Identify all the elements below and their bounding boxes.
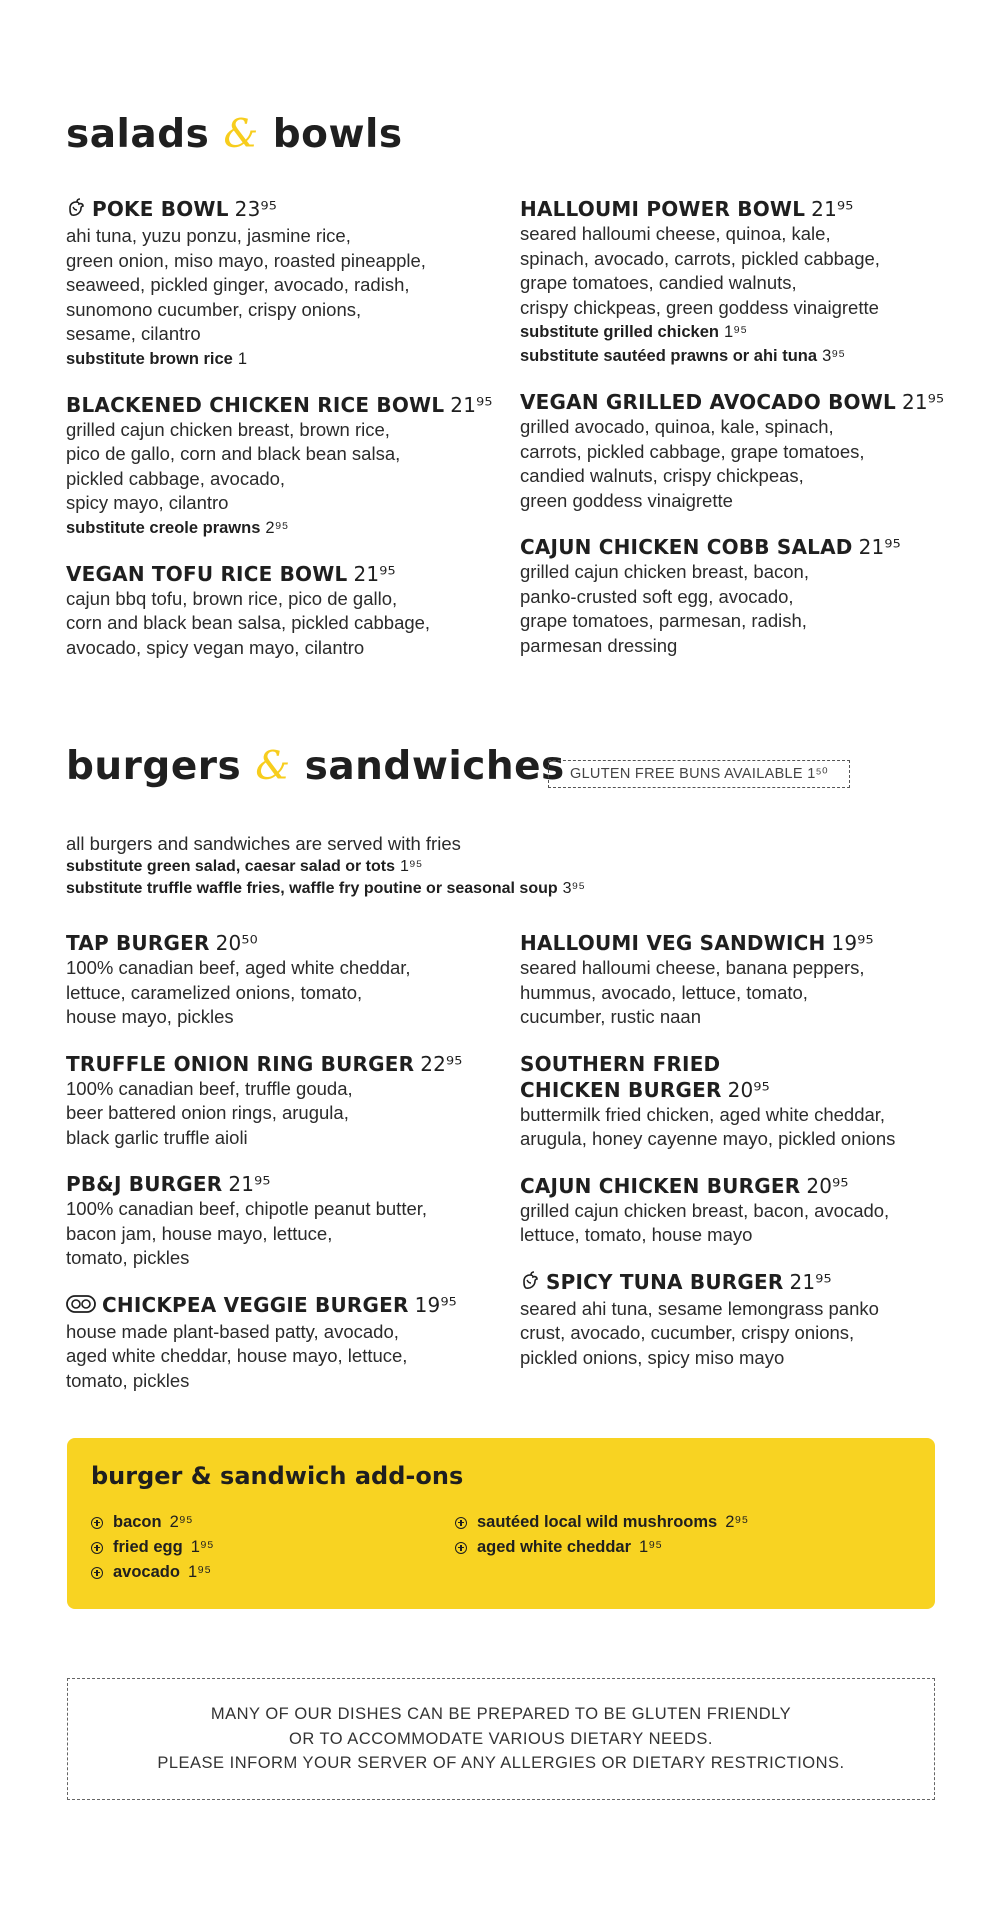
addon-item	[455, 1510, 748, 1535]
menu-item	[520, 1173, 950, 1248]
item-name	[520, 1173, 950, 1199]
substitution	[66, 347, 506, 371]
substitution-label: substitute brown rice	[66, 349, 233, 368]
item-description-line: candied walnuts, crispy chickpeas,	[520, 465, 804, 486]
item-description-line: spinach, avocado, carrots, pickled cabbage,	[520, 247, 880, 269]
item-name-text: CAJUN CHICKEN BURGER	[520, 1173, 801, 1198]
addon-price: 2⁹⁵	[169, 1513, 193, 1531]
item-name	[66, 930, 506, 956]
substitution-price: 1⁹⁵	[400, 858, 423, 875]
menu-item	[520, 196, 950, 368]
item-description-line: bacon jam, house mayo, lettuce,	[66, 1222, 333, 1244]
salads-left-column	[66, 196, 506, 681]
addons-title: burger & sandwich add-ons	[91, 1462, 464, 1490]
substitution-label: substitute creole prawns	[66, 518, 261, 537]
item-price: 20⁹⁵	[806, 1173, 849, 1198]
title-word-bowls: bowls	[272, 112, 403, 157]
item-description-line: house mayo, pickles	[66, 1006, 234, 1027]
item-price: 20⁵⁰	[215, 931, 258, 955]
item-description-line: beer battered onion rings, arugula,	[66, 1102, 349, 1123]
menu-item	[66, 561, 506, 661]
item-description-line: pickled cabbage, avocado,	[66, 467, 286, 489]
item-name	[66, 1171, 506, 1197]
substitution-price: 1⁹⁵	[723, 323, 748, 341]
title-word-sandwiches: sandwiches	[304, 744, 565, 789]
substitution	[520, 344, 950, 368]
item-price: 21⁹⁵	[858, 535, 901, 559]
plus-circle-icon	[91, 1567, 103, 1579]
addon-price: 1⁹⁵	[639, 1538, 663, 1556]
menu-item	[66, 1051, 506, 1151]
addon-label: aged white cheddar	[477, 1538, 632, 1556]
item-description-line: grape tomatoes, parmesan, radish,	[520, 610, 807, 631]
item-description-line: 100% canadian beef, chipotle peanut butter,	[66, 1198, 428, 1219]
menu-item	[520, 930, 950, 1030]
item-name	[520, 1051, 950, 1103]
item-name-text: PB&J BURGER	[66, 1172, 223, 1196]
item-price: 23⁹⁵	[234, 197, 277, 221]
item-description-line: pickled onions, spicy miso mayo	[520, 1346, 785, 1368]
item-description-line: lettuce, caramelized onions, tomato,	[66, 981, 363, 1003]
dietary-notice	[67, 1678, 935, 1800]
substitution-label: substitute green salad, caesar salad or tots	[66, 858, 396, 875]
item-name	[66, 561, 506, 587]
menu-item	[66, 196, 506, 371]
item-description-line: grilled cajun chicken breast, brown rice,	[66, 418, 390, 440]
substitution	[66, 516, 506, 540]
item-description-line: cajun bbq tofu, brown rice, pico de gallo,	[66, 587, 398, 609]
item-price: 21⁹⁵	[450, 392, 493, 417]
notice-line: PLEASE INFORM YOUR SERVER OF ANY ALLERGIES OR DIETARY RESTRICTIONS.	[157, 1754, 845, 1773]
item-name-text: VEGAN TOFU RICE BOWL	[66, 561, 348, 586]
title-word-salads: salads	[66, 112, 210, 157]
substitution-price: 1	[237, 349, 248, 368]
burgers-sandwiches-title	[66, 744, 565, 789]
item-name	[66, 1292, 506, 1320]
item-price: 21⁹⁵	[901, 390, 945, 414]
intro-substitutions	[66, 856, 886, 900]
addon-label: fried egg	[113, 1538, 183, 1556]
item-description-line: ahi tuna, yuzu ponzu, jasmine rice,	[66, 225, 351, 246]
item-description-line: crust, avocado, cucumber, crispy onions,	[520, 1322, 855, 1343]
item-name	[66, 1051, 506, 1077]
substitution-label: substitute grilled chicken	[520, 323, 719, 341]
item-description-line: 100% canadian beef, aged white cheddar,	[66, 957, 411, 978]
menu-item	[66, 392, 506, 540]
item-name-text: CHICKPEA VEGGIE BURGER	[102, 1292, 409, 1317]
addon-item	[91, 1560, 214, 1585]
salads-bowls-title	[66, 112, 403, 157]
item-price: 21⁹⁵	[789, 1269, 832, 1294]
item-price: 21⁹⁵	[811, 197, 854, 221]
item-name	[520, 1269, 950, 1297]
addon-label: avocado	[113, 1563, 180, 1581]
item-description-line: 100% canadian beef, truffle gouda,	[66, 1077, 353, 1099]
item-description-line: sesame, cilantro	[66, 323, 201, 344]
ampersand: &	[223, 112, 259, 157]
item-description-line: grilled avocado, quinoa, kale, spinach,	[520, 416, 834, 437]
notice-line: MANY OF OUR DISHES CAN BE PREPARED TO BE GLUTEN FRIENDLY	[210, 1705, 792, 1724]
substitution	[520, 320, 950, 344]
item-price: 22⁹⁵	[420, 1051, 463, 1076]
item-description-line: seared halloumi cheese, quinoa, kale,	[520, 223, 831, 244]
addon-label: bacon	[113, 1513, 162, 1531]
item-description-line: crispy chickpeas, green goddess vinaigrette	[520, 296, 879, 318]
item-name-text: POKE BOWL	[92, 197, 229, 221]
substitution-price: 3⁹⁵	[562, 880, 586, 897]
item-name-line: CHICKEN BURGER	[520, 1077, 722, 1102]
item-description-line: aged white cheddar, house mayo, lettuce,	[66, 1345, 408, 1366]
item-description-line: grilled cajun chicken breast, bacon, avocado,	[520, 1199, 890, 1221]
item-name-text: TRUFFLE ONION RING BURGER	[66, 1051, 415, 1076]
notice-line: OR TO ACCOMMODATE VARIOUS DIETARY NEEDS.	[288, 1729, 714, 1748]
item-description-line: buttermilk fried chicken, aged white cheddar,	[520, 1103, 886, 1125]
item-name	[520, 534, 950, 560]
item-name-text: VEGAN GRILLED AVOCADO BOWL	[520, 390, 896, 414]
gluten-free-buns-badge: GLUTEN FREE BUNS AVAILABLE 1⁵⁰	[548, 760, 850, 788]
item-name-text: SPICY TUNA BURGER	[546, 1269, 784, 1294]
addons-panel	[67, 1438, 935, 1609]
ampersand: &	[255, 744, 291, 789]
burgers-left-column	[66, 930, 506, 1414]
item-description-line: seared ahi tuna, sesame lemongrass panko	[520, 1297, 879, 1319]
substitution	[66, 856, 886, 878]
item-name	[66, 392, 506, 418]
menu-item	[66, 930, 506, 1030]
item-description-line: carrots, pickled cabbage, grape tomatoes,	[520, 440, 865, 462]
item-description-line: lettuce, tomato, house mayo	[520, 1224, 753, 1245]
menu-item	[520, 389, 950, 513]
item-name	[520, 389, 950, 415]
addon-price: 1⁹⁵	[187, 1563, 212, 1581]
item-name-text: HALLOUMI VEG SANDWICH	[520, 931, 826, 955]
substitution-price: 2⁹⁵	[265, 518, 289, 537]
item-description-line: corn and black bean salsa, pickled cabbage,	[66, 612, 431, 633]
item-name-text: CAJUN CHICKEN COBB SALAD	[520, 535, 853, 559]
item-description-line: tomato, pickles	[66, 1247, 190, 1268]
item-description-line: tomato, pickles	[66, 1369, 190, 1391]
addon-price: 1⁹⁵	[190, 1538, 214, 1556]
item-price: 21⁹⁵	[228, 1172, 271, 1196]
item-name	[520, 930, 950, 956]
item-description-line: sunomono cucumber, crispy onions,	[66, 298, 362, 320]
item-price: 21⁹⁵	[353, 561, 396, 586]
substitution-price: 3⁹⁵	[822, 347, 846, 365]
plus-circle-icon	[455, 1542, 467, 1554]
item-name-text: BLACKENED CHICKEN RICE BOWL	[66, 392, 445, 417]
item-name-text: TAP BURGER	[66, 931, 210, 955]
burgers-intro	[66, 832, 886, 900]
addons-right-list	[455, 1510, 748, 1560]
item-name	[66, 196, 506, 224]
plus-circle-icon	[455, 1517, 467, 1529]
item-description-line: seaweed, pickled ginger, avocado, radish,	[66, 274, 410, 295]
addon-price: 2⁹⁵	[725, 1513, 749, 1531]
item-description-line: panko-crusted soft egg, avocado,	[520, 585, 794, 607]
item-name	[520, 196, 950, 222]
chili-icon	[520, 1271, 540, 1297]
addon-label: sautéed local wild mushrooms	[477, 1513, 718, 1531]
item-name-line: SOUTHERN FRIED	[520, 1051, 721, 1076]
addon-item	[91, 1535, 214, 1560]
item-description-line: cucumber, rustic naan	[520, 1006, 701, 1027]
substitution-label: substitute truffle waffle fries, waffle fry poutine or seasonal soup	[66, 880, 558, 897]
item-description-line: spicy mayo, cilantro	[66, 492, 229, 513]
item-price: 19⁹⁵	[414, 1292, 457, 1317]
item-description-line: seared halloumi cheese, banana peppers,	[520, 957, 865, 978]
burgers-right-column	[520, 930, 950, 1391]
addons-left-list	[91, 1510, 214, 1585]
item-description-line: hummus, avocado, lettuce, tomato,	[520, 981, 808, 1003]
item-description-line: pico de gallo, corn and black bean salsa,	[66, 443, 401, 464]
menu-item	[520, 1269, 950, 1371]
item-description-line: house made plant-based patty, avocado,	[66, 1320, 399, 1342]
item-price: 20⁹⁵	[727, 1077, 770, 1102]
menu-item	[66, 1171, 506, 1271]
item-price: 19⁹⁵	[831, 931, 874, 955]
item-description-line: parmesan dressing	[520, 634, 678, 656]
vegetarian-icon	[66, 1294, 96, 1320]
menu-item	[520, 534, 950, 658]
substitution-label: substitute sautéed prawns or ahi tuna	[520, 347, 818, 365]
substitution	[66, 878, 886, 900]
intro-text: all burgers and sandwiches are served with fries	[66, 833, 461, 854]
item-description-line: grape tomatoes, candied walnuts,	[520, 272, 797, 293]
item-description-line: arugula, honey cayenne mayo, pickled onions	[520, 1128, 896, 1149]
menu-item	[66, 1292, 506, 1394]
chili-icon	[66, 198, 86, 224]
item-name-text: HALLOUMI POWER BOWL	[520, 197, 806, 221]
item-description-line: avocado, spicy vegan mayo, cilantro	[66, 636, 365, 658]
plus-circle-icon	[91, 1542, 103, 1554]
addon-item	[455, 1535, 748, 1560]
plus-circle-icon	[91, 1517, 103, 1529]
title-word-burgers: burgers	[66, 744, 242, 789]
addon-item	[91, 1510, 214, 1535]
item-description-line: grilled cajun chicken breast, bacon,	[520, 561, 809, 582]
menu-item	[520, 1051, 950, 1152]
item-description-line: green goddess vinaigrette	[520, 489, 733, 511]
salads-right-column	[520, 196, 950, 679]
item-description-line: black garlic truffle aioli	[66, 1126, 248, 1148]
item-description-line: green onion, miso mayo, roasted pineapple,	[66, 249, 426, 271]
